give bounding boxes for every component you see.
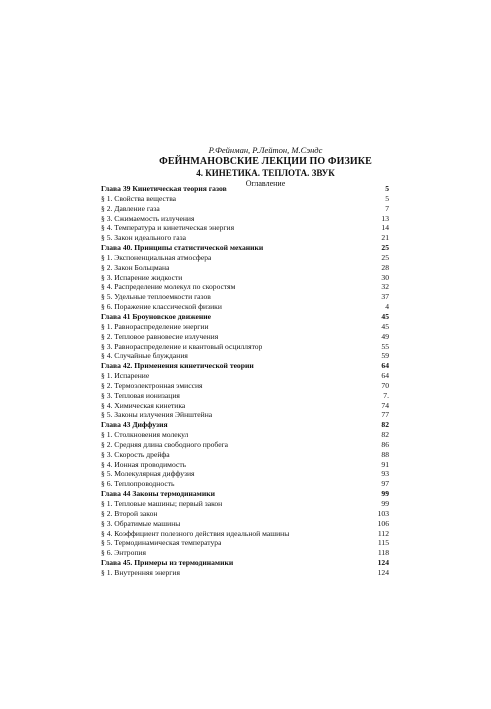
- toc-entry-title: § 2. Термоэлектронная эмиссия: [101, 380, 203, 390]
- toc-entry-title: § 2. Средняя длина свободного пробега: [101, 439, 229, 449]
- toc-entry-page: 64: [381, 371, 389, 381]
- toc-section-entry: [101, 263, 389, 273]
- toc-entry-title: Глава 40. Принципы статистической механики: [101, 243, 264, 253]
- toc-section-entry: [101, 204, 389, 214]
- toc-entry-page: 30: [381, 272, 389, 282]
- toc-entry-page: 112: [377, 528, 389, 538]
- toc-section-entry: [101, 322, 389, 332]
- toc-section-entry: [101, 214, 389, 224]
- toc-section-entry: [101, 292, 389, 302]
- toc-entry-title: § 6. Энтропия: [101, 548, 146, 558]
- toc-entry-title: § 1. Тепловые машины; первый закон: [101, 499, 223, 508]
- toc-entry-page: 93: [381, 469, 389, 479]
- toc-entry-page: 32: [381, 282, 389, 292]
- toc-entry-page: 124: [377, 567, 389, 577]
- toc-entry-page: 82: [381, 420, 389, 430]
- toc-entry-title: § 2. Тепловое равновесие излучения: [101, 331, 219, 341]
- toc-section-entry: [101, 233, 389, 243]
- toc-entry-page: 49: [381, 331, 389, 341]
- toc-entry-title: § 1. Столкновения молекул: [101, 430, 189, 440]
- toc-entry-title: Глава 43 Диффузия: [101, 420, 168, 430]
- toc-entry-page: 13: [381, 213, 389, 223]
- toc-section-entry: [101, 460, 389, 470]
- toc-section-entry: [101, 499, 389, 509]
- toc-section-entry: [101, 253, 389, 263]
- toc-entry-page: 21: [381, 233, 389, 243]
- toc-section-entry: [101, 519, 389, 529]
- toc-entry-title: § 3. Испарение жидкости: [101, 272, 183, 282]
- toc-entry-title: § 3. Равнораспределение и квантовый осциллятор: [101, 341, 263, 351]
- toc-entry-title: § 6. Теплопроводность: [101, 479, 175, 489]
- toc-entry-page: 55: [381, 341, 389, 351]
- book-title: ФЕЙНМАНОВСКИЕ ЛЕКЦИИ ПО ФИЗИКЕ: [159, 156, 372, 167]
- toc-section-entry: [101, 401, 389, 411]
- toc-entry-page: 45: [381, 321, 389, 331]
- toc-chapter-entry: [101, 420, 389, 430]
- toc-chapter-entry: [101, 361, 389, 371]
- toc-entry-title: § 5. Молекулярная диффузия: [101, 469, 195, 479]
- toc-entry-page: 74: [381, 400, 389, 410]
- toc-entry-page: 106: [377, 518, 389, 528]
- toc-section-entry: [101, 568, 389, 578]
- toc-entry-title: § 2. Второй закон: [101, 508, 158, 518]
- toc-entry-title: § 2. Закон Больцмана: [101, 262, 170, 272]
- toc-entry-page: 124: [377, 558, 389, 568]
- toc-entry-title: § 4. Химическая кинетика: [101, 400, 186, 410]
- toc-chapter-entry: [101, 184, 389, 194]
- toc-entry-page: 7: [385, 203, 389, 213]
- toc-entry-title: § 5. Закон идеального газа: [101, 233, 186, 243]
- toc-entry-page: 115: [377, 538, 389, 548]
- toc-entry-title: § 4. Случайные блуждания: [101, 351, 188, 361]
- toc-entry-title: § 1. Свойства вещества: [101, 193, 177, 203]
- toc-section-entry: [101, 450, 389, 460]
- toc-entry-page: 64: [381, 361, 389, 371]
- toc-entry-page: 7.: [383, 390, 389, 400]
- toc-section-entry: [101, 342, 389, 352]
- toc-entry-page: 59: [381, 351, 389, 361]
- toc-entry-page: 88: [381, 449, 389, 459]
- toc-entry-title: § 3. Сжимаемость излучения: [101, 213, 195, 223]
- toc-entry-title: § 4. Коэффициент полезного действия идеальной машины: [101, 528, 290, 538]
- toc-entry-page: 4: [385, 302, 389, 312]
- toc-section-entry: [101, 282, 389, 292]
- toc-entry-page: 99: [381, 499, 389, 508]
- toc-section-entry: [101, 351, 389, 361]
- toc-section-entry: [101, 529, 389, 539]
- toc-entry-page: 25: [381, 252, 389, 262]
- toc-section-entry: [101, 194, 389, 204]
- toc-entry-title: § 5. Термодинамическая температура: [101, 538, 222, 548]
- toc-chapter-entry: [101, 243, 389, 253]
- toc-entry-page: 5: [385, 193, 389, 203]
- toc-entry-title: § 1. Внутренняя энергия: [101, 567, 180, 577]
- toc-section-entry: [101, 332, 389, 342]
- toc-entry-page: 91: [381, 459, 389, 469]
- toc-chapter-entry: [101, 312, 389, 322]
- toc-section-entry: [101, 538, 389, 548]
- toc-chapter-entry: [101, 489, 389, 499]
- toc-section-entry: [101, 469, 389, 479]
- toc-entry-page: 103: [377, 508, 389, 518]
- toc-entry-title: § 3. Скорость дрейфа: [101, 449, 170, 459]
- toc-entry-title: § 1. Равнораспределение энергии: [101, 321, 209, 331]
- toc-entry-page: 37: [381, 292, 389, 302]
- toc-entry-title: § 4. Ионная проводимость: [101, 459, 187, 469]
- toc-entry-page: 99: [381, 489, 389, 499]
- table-of-contents: [101, 184, 389, 578]
- toc-entry-title: Глава 41 Броуновское движение: [101, 311, 211, 321]
- toc-entry-page: 45: [381, 311, 389, 321]
- toc-entry-page: 14: [381, 223, 389, 233]
- toc-section-entry: [101, 302, 389, 312]
- toc-section-entry: [101, 430, 389, 440]
- toc-section-entry: [101, 410, 389, 420]
- toc-section-entry: [101, 509, 389, 519]
- toc-entry-page: 25: [381, 243, 389, 253]
- toc-section-entry: [101, 548, 389, 558]
- authors: Р.Фейнман, Р.Лейтон, М.Сэндс: [208, 145, 323, 155]
- toc-entry-page: 5: [385, 184, 389, 193]
- toc-entry-page: 77: [381, 410, 389, 420]
- toc-section-entry: [101, 440, 389, 450]
- toc-entry-title: § 1. Экспоненциальная атмосфера: [101, 252, 212, 262]
- toc-entry-title: § 5. Удельные теплоемкости газов: [101, 292, 211, 302]
- toc-entry-page: 118: [377, 548, 389, 558]
- toc-section-entry: [101, 479, 389, 489]
- toc-entry-title: Глава 45. Примеры из термодинамики: [101, 558, 234, 568]
- toc-entry-title: § 5. Законы излучения Эйнштейна: [101, 410, 213, 420]
- toc-section-entry: [101, 273, 389, 283]
- toc-entry-title: § 6. Поражение классической физики: [101, 302, 222, 312]
- toc-entry-title: Глава 44 Законы термодинамики: [101, 489, 215, 499]
- toc-chapter-entry: [101, 558, 389, 568]
- toc-entry-title: § 2. Давление газа: [101, 203, 160, 213]
- toc-entry-title: § 3. Тепловая ионизация: [101, 390, 180, 400]
- toc-entry-title: § 3. Обратимые машины: [101, 518, 181, 528]
- toc-section-entry: [101, 371, 389, 381]
- toc-section-entry: [101, 223, 389, 233]
- toc-entry-title: Глава 39 Кинетическая теория газов: [101, 184, 227, 193]
- toc-entry-title: § 4. Температура и кинетическая энергия: [101, 223, 235, 233]
- toc-entry-title: Глава 42. Применения кинетической теории: [101, 361, 254, 371]
- toc-section-entry: [101, 391, 389, 401]
- toc-entry-page: 28: [381, 262, 389, 272]
- toc-entry-page: 97: [381, 479, 389, 489]
- toc-entry-page: 70: [381, 380, 389, 390]
- toc-entry-title: § 1. Испарение: [101, 371, 150, 381]
- toc-heading: Оглавление: [245, 179, 286, 188]
- volume-title: 4. КИНЕТИКА. ТЕПЛОТА. ЗВУК: [196, 168, 335, 178]
- toc-entry-title: § 4. Распределение молекул по скоростям: [101, 282, 236, 292]
- toc-entry-page: 86: [381, 439, 389, 449]
- toc-section-entry: [101, 381, 389, 391]
- toc-entry-page: 82: [381, 430, 389, 440]
